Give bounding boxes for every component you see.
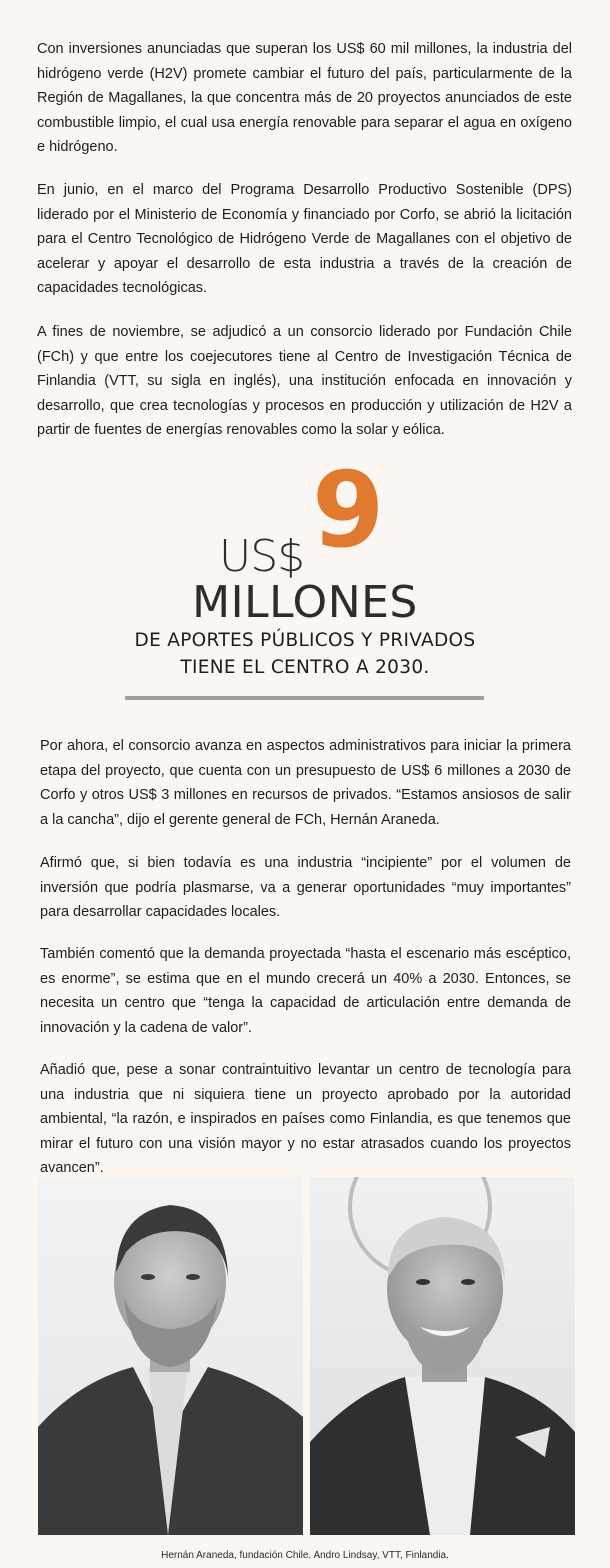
paragraph-oportunidades: Afirmó que, si bien todavía es una industria “incipiente” por el volumen de inversión que podría plasmarse, va a generar oportunidades “muy importantes” para desarrollar capacidades locales. <box>40 855 571 920</box>
portrait-photo-right <box>310 1177 575 1535</box>
paragraph-vision: Añadió que, pese a sonar contraintuitivo levantar un centro de tecnología para una industria que ni siquiera tiene un proyecto aprobado por la autoridad ambiental, “la razón, e inspirados en países como Finlandia, es que tenemos que mirar el futuro con una visión mayor y no estar atrasados cuando los proyectos avancen”. <box>40 1062 571 1176</box>
stat-number: 9 <box>312 449 385 571</box>
paragraph-consorcio: A fines de noviembre, se adjudicó a un consorcio liderado por Fundación Chile (FCh) y que entre los coejecutores tiene al Centro de Investigación Técnica de Finlandia (VTT, su sigla en inglés), una institución enfocada en innovación y desarrollo, que crea tecnologías y procesos en producción y utilización de H2V a partir de fuentes de energías renovables como la solar y eólica. <box>37 324 572 438</box>
portrait-photo-left <box>38 1177 303 1535</box>
stat-divider <box>125 696 484 700</box>
paragraph-intro: Con inversiones anunciadas que superan los US$ 60 mil millones, la industria del hidrógeno verde (H2V) promete cambiar el futuro del país, particularmente de la Región de Magallanes, la que concentra más de 20 proyectos anunciados de este combustible limpio, el cual usa energía renovable para separar el agua en oxígeno e hidrógeno. <box>37 41 572 155</box>
paragraph-demanda: También comentó que la demanda proyectada “hasta el escenario más escéptico, es enorme”, se estima que en el mundo crecerá un 40% a 2030. Entonces, se necesita un centro que “tenga la capacidad de articulación entre demanda de innovación y la cadena de valor”. <box>40 946 571 1036</box>
paragraph-presupuesto: Por ahora, el consorcio avanza en aspectos administrativos para iniciar la primera etapa del proyecto, que cuenta con un presupuesto de US$ 6 millones a 2030 de Corfo y otros US$ 3 millones en recursos de privados. “Estamos ansiosos de salir a la cancha”, dijo el gerente general de FCh, Hernán Araneda. <box>40 738 571 828</box>
stat-description-line1: DE APORTES PÚBLICOS Y PRIVADOS <box>134 630 476 651</box>
stat-currency: US$ <box>219 531 305 582</box>
stat-unit: MILLONES <box>192 577 418 628</box>
highlight-stat <box>0 449 610 710</box>
photo-caption: Hernán Araneda, fundación Chile. Andro Lindsay, VTT, Finlandia. <box>161 1550 449 1561</box>
stat-description-line2: TIENE EL CENTRO A 2030. <box>180 657 430 678</box>
paragraph-licitacion: En junio, en el marco del Programa Desarrollo Productivo Sostenible (DPS) liderado por el Ministerio de Economía y financiado por Corfo, se abrió la licitación para el Centro Tecnológico de Hidrógeno Verde de Magallanes con el objetivo de acelerar y apoyar el desarrollo de esta industria a través de la creación de capacidades tecnológicas. <box>37 182 572 296</box>
